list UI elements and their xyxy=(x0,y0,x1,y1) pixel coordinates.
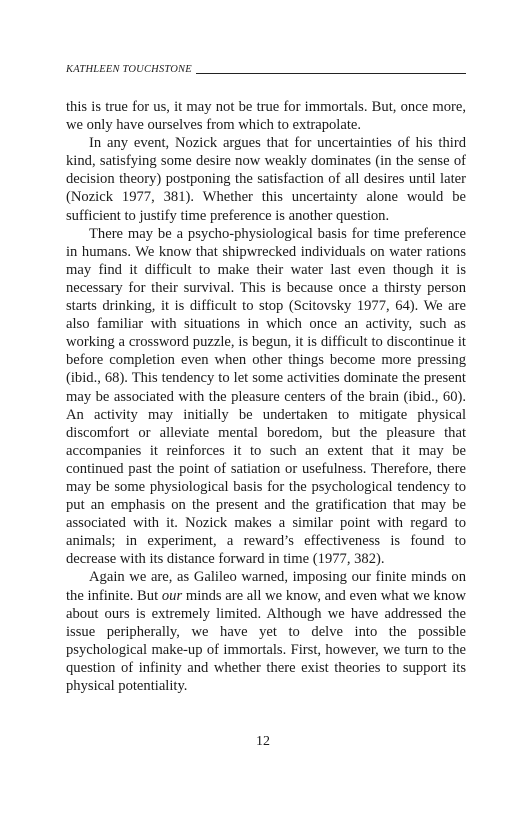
running-head-rule xyxy=(196,73,466,74)
paragraph-2: In any event, Nozick argues that for uncertainties of his third kind, satisfying some desire now weakly dominates (in the sense of decision theory) postponing the satisfaction of all desires until later (Nozick 1977, 381). Whether this uncertainty alone would be sufficient to justify time preference is another question. xyxy=(66,135,466,224)
paragraph-4 xyxy=(66,568,466,695)
paragraph-3: There may be a psycho-physiological basis for time preference in humans. We know that shipwrecked individuals on water rations may find it difficult to make their water last even though it is necessary for their survival. This is because once a thirsty person starts drinking, it is difficult to stop (Scitovsky 1977, 64). We are also familiar with situations in which once an activity, such as working a crossword puzzle, is begun, it is difficult to discontinue it before completion even when other things become more pressing (ibid., 68). This tendency to let some activities dominate the present may be associated with the pleasure centers of the brain (ibid., 60). An activity may initially be undertaken to mitigate physical discomfort or alleviate mental boredom, but the pleasure that accompanies it reinforces it to such an extent that it may be continued past the point of satiation or usefulness. Therefore, there may be some physiological basis for the psychological tendency to put an emphasis on the present and the gratification that may be associated with it. Nozick makes a similar point with regard to animals; in experiment, a reward’s effectiveness is found to decrease with its distance forward in time (1977, 382). xyxy=(66,225,466,568)
running-head-author: KATHLEEN TOUCHSTONE xyxy=(66,64,192,75)
paragraph-4-end: minds are all we know, and even what we know about ours is extremely limited. Although we have addressed the issue peripherally, we have yet to delve into the possible psychological make-up of immortals. First, however, we turn to the question of infinity and whether there exist theories to support its physical potentiality. xyxy=(66,587,466,694)
paragraph-4-emphasis: our xyxy=(161,587,183,604)
body-text xyxy=(66,98,466,695)
paragraph-4-start: Again we are, as Galileo warned, imposing our finite minds on the infinite. But xyxy=(66,569,466,604)
paragraph-1: this is true for us, it may not be true for immortals. But, once more, we only have ourselves from which to extrapolate. xyxy=(66,99,466,134)
page-number: 12 xyxy=(256,734,270,749)
running-head xyxy=(66,60,466,76)
